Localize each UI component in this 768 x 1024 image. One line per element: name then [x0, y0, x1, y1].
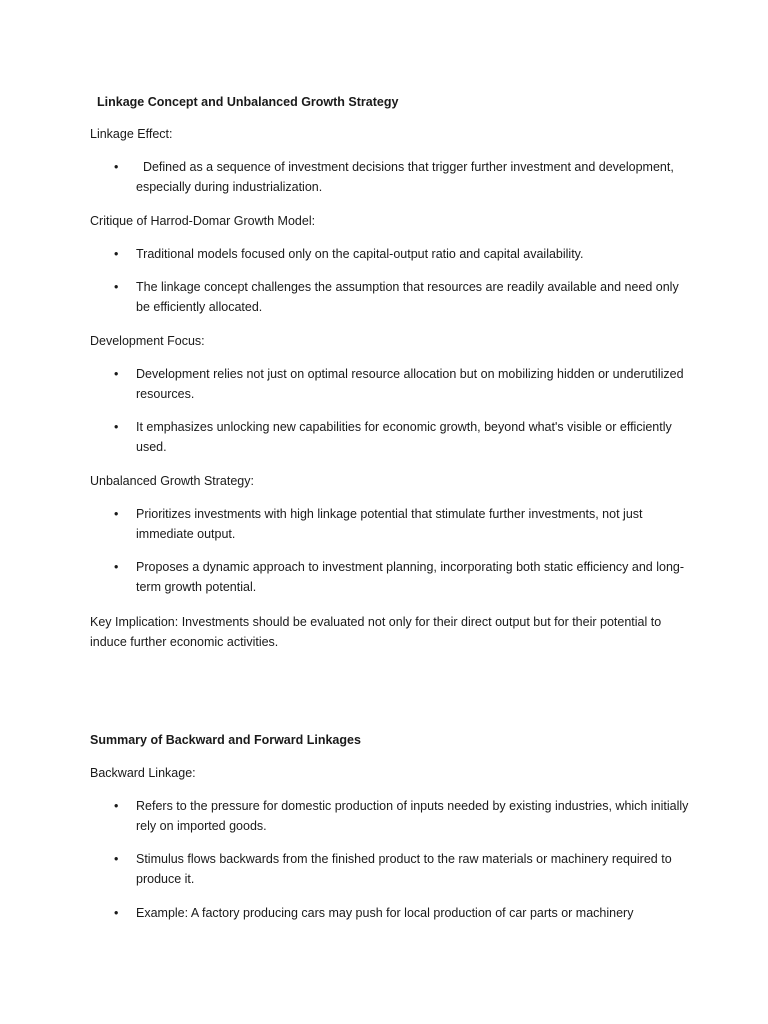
group-development-focus [90, 332, 690, 350]
group-heading: Unbalanced Growth Strategy: [90, 474, 254, 488]
bullet-icon: • [114, 560, 119, 574]
group-heading: Linkage Effect: [90, 127, 173, 141]
group-backward-list-3 [90, 904, 690, 924]
bullet-list [90, 365, 690, 404]
list-item: • Defined as a sequence of investment decisions that trigger further investment and development, especially during industrialization. [114, 160, 678, 194]
bullet-icon: • [114, 906, 119, 920]
section2-title: Summary of Backward and Forward Linkages [90, 733, 361, 747]
group-development-list [90, 365, 690, 404]
list-item: • Stimulus flows backwards from the finished product to the raw materials or machinery required to produce it. [114, 852, 672, 886]
list-item: • Prioritizes investments with high linkage potential that stimulate further investments, not just immediate output. [114, 507, 643, 541]
list-item: • Traditional models focused only on the capital-output ratio and capital availability. [90, 245, 690, 265]
group-unbalanced-list [90, 505, 690, 544]
group-heading: Development Focus: [90, 334, 205, 348]
group-critique-list-2 [90, 278, 690, 317]
bullet-list [90, 558, 690, 597]
key-implication-text: Key Implication: Investments should be evaluated not only for their direct output but for their potential to induce further economic activities. [90, 615, 662, 649]
group-heading: Critique of Harrod-Domar Growth Model: [90, 214, 316, 228]
bullet-icon: • [114, 160, 119, 174]
bullet-list [90, 505, 690, 544]
group-unbalanced-list-2 [90, 558, 690, 597]
bullet-list [90, 278, 690, 317]
list-item: • It emphasizes unlocking new capabilities for economic growth, beyond what's visible or efficiently used. [114, 420, 672, 454]
group-backward-list [90, 797, 690, 836]
bullet-list [90, 158, 690, 197]
list-item: • Refers to the pressure for domestic production of inputs needed by existing industries, which initially rely on imported goods. [114, 799, 689, 833]
group-critique [90, 212, 690, 230]
group-linkage-effect [90, 125, 690, 143]
bullet-list [90, 850, 690, 889]
bullet-list [90, 797, 690, 836]
group-critique-list [90, 245, 690, 265]
group-development-list-2 [90, 418, 690, 457]
bullet-icon: • [114, 852, 119, 866]
bullet-icon: • [114, 367, 119, 381]
section1-title: Linkage Concept and Unbalanced Growth Strategy [97, 95, 399, 109]
group-backward-list-2 [90, 850, 690, 889]
list-item: • Example: A factory producing cars may push for local production of car parts or machinery [90, 904, 690, 924]
bullet-icon: • [114, 247, 119, 261]
section2-title-block [90, 731, 690, 749]
list-item: • Development relies not just on optimal resource allocation but on mobilizing hidden or underutilized resources. [114, 367, 684, 401]
list-item: • Proposes a dynamic approach to investment planning, incorporating both static efficiency and long-term growth potential. [114, 560, 685, 594]
section1-title-block [97, 93, 697, 111]
key-implication [90, 612, 680, 652]
bullet-list [90, 904, 690, 924]
bullet-icon: • [114, 507, 119, 521]
bullet-list [90, 418, 690, 457]
list-item: • The linkage concept challenges the assumption that resources are readily available and need only be efficiently allocated. [114, 280, 679, 314]
group-backward-linkage [90, 764, 690, 782]
bullet-icon: • [114, 280, 119, 294]
group-heading: Backward Linkage: [90, 766, 196, 780]
bullet-list [90, 245, 690, 265]
group-linkage-effect-list [90, 158, 690, 197]
group-unbalanced-growth [90, 472, 690, 490]
bullet-icon: • [114, 799, 119, 813]
bullet-icon: • [114, 420, 119, 434]
